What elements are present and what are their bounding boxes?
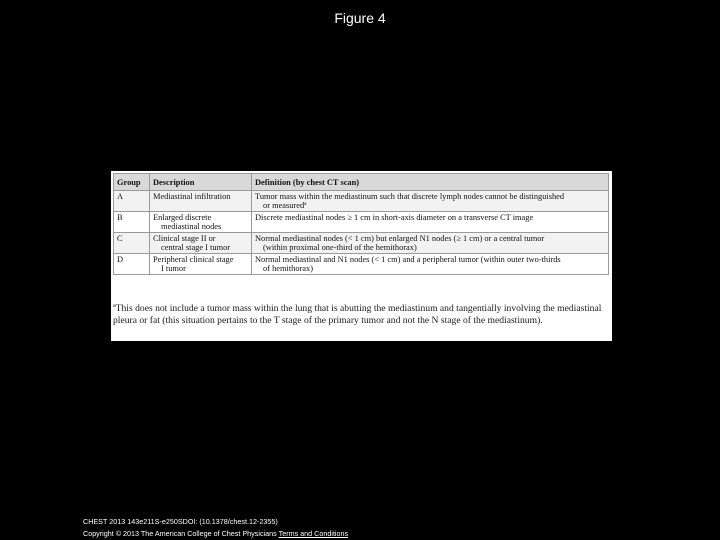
- cell-text: Discrete mediastinal nodes ≥ 1 cm in short-axis diameter on a transverse CT image: [255, 213, 534, 222]
- table-footnote: ªThis does not include a tumor mass within the lung that is abutting the mediastinum and tangentially involving the mediastinal pleura or fat (this situation pertains to the T stage of the primary tumor and not the N stage of the mediastinum).: [113, 303, 602, 326]
- figure-image: [111, 171, 612, 341]
- cell-text: Normal mediastinal nodes (< 1 cm) but enlarged N1 nodes (≥ 1 cm) or a central tumor: [255, 234, 545, 243]
- staging-table: [113, 173, 609, 275]
- table-row: [114, 191, 609, 212]
- cell-text: I tumor: [161, 264, 186, 273]
- table-row: [114, 233, 609, 254]
- table-row: [114, 254, 609, 275]
- cell-text: (within proximal one-third of the hemithorax): [263, 243, 417, 252]
- cell-text: Mediastinal infiltration: [153, 192, 231, 201]
- header-description: Description: [150, 174, 252, 191]
- cell-group: A: [114, 191, 150, 212]
- header-group: Group: [114, 174, 150, 191]
- cell-group: D: [114, 254, 150, 275]
- cell-text: Clinical stage II or: [153, 234, 216, 243]
- cell-text: central stage I tumor: [161, 243, 231, 252]
- terms-and-conditions-link[interactable]: Terms and Conditions: [278, 529, 349, 538]
- cell-definition: [252, 254, 609, 275]
- table-header-row: [114, 174, 609, 191]
- table-row: [114, 212, 609, 233]
- citation-source: CHEST 2013 143e211S-e250SDOI: (10.1378/chest.12-2355): [83, 517, 278, 526]
- header-definition: Definition (by chest CT scan): [252, 174, 609, 191]
- cell-text: Tumor mass within the mediastinum such that discrete lymph nodes cannot be distinguished: [255, 192, 565, 201]
- cell-group: C: [114, 233, 150, 254]
- cell-text: mediastinal nodes: [161, 222, 222, 231]
- cell-definition: [252, 212, 609, 233]
- cell-description: [150, 233, 252, 254]
- cell-text: Normal mediastinal and N1 nodes (< 1 cm) and a peripheral tumor (within outer two-thirds: [255, 255, 561, 264]
- cell-description: [150, 254, 252, 275]
- cell-text: or measuredª: [263, 201, 307, 210]
- cell-definition: [252, 233, 609, 254]
- figure-title: Figure 4: [334, 10, 386, 26]
- cell-text: Peripheral clinical stage: [153, 255, 234, 264]
- cell-description: [150, 212, 252, 233]
- cell-definition: [252, 191, 609, 212]
- cell-text: of hemithorax): [263, 264, 314, 273]
- cell-group: B: [114, 212, 150, 233]
- cell-description: [150, 191, 252, 212]
- copyright-text: Copyright © 2013 The American College of Chest Physicians: [83, 529, 279, 538]
- cell-text: Enlarged discrete: [153, 213, 212, 222]
- copyright-line: [83, 528, 348, 539]
